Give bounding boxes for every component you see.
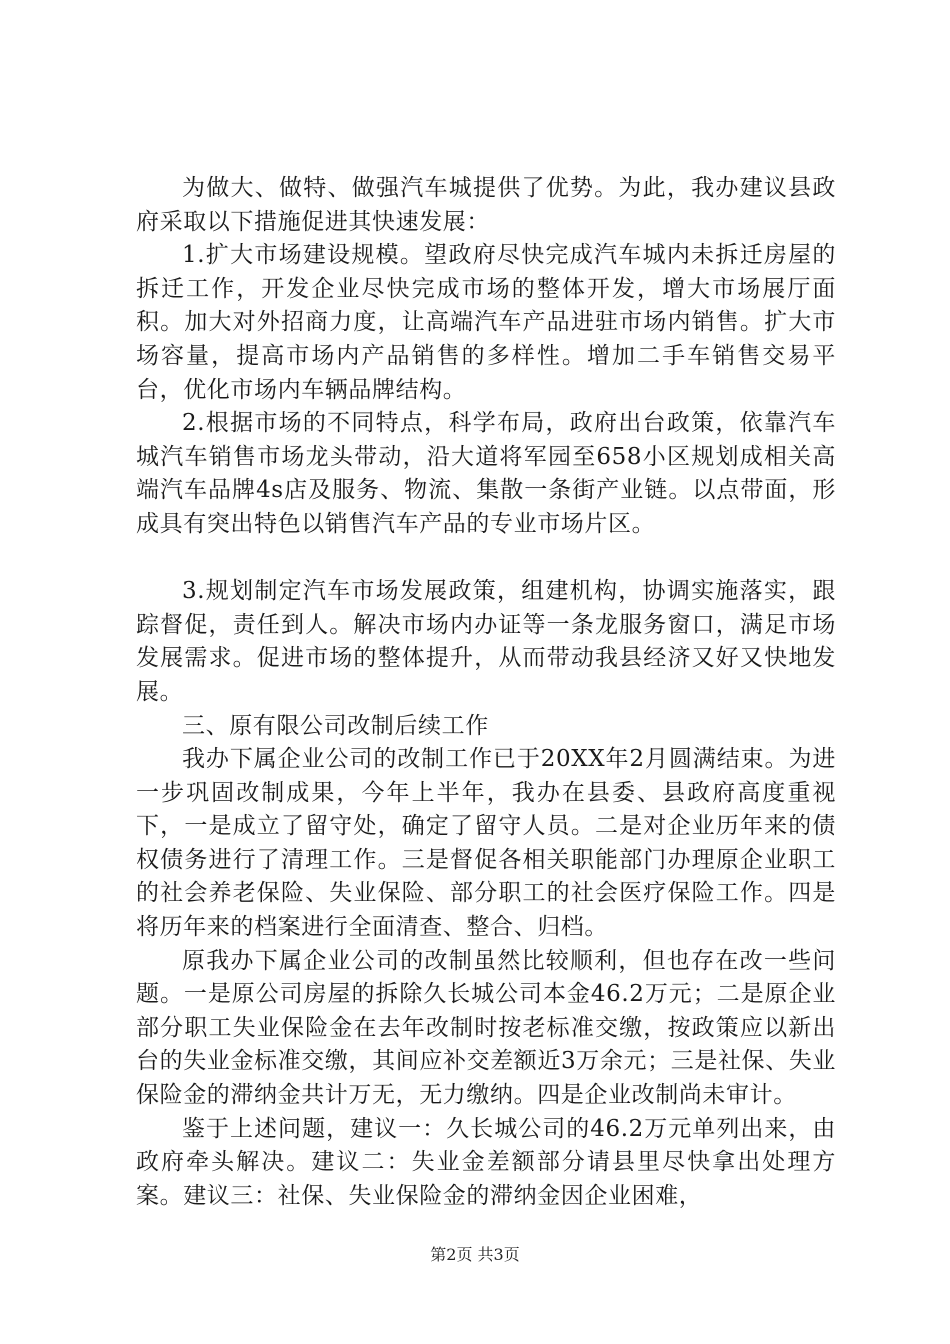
paragraph-gap <box>136 542 836 576</box>
section-heading: 三、原有限公司改制后续工作 <box>182 712 489 739</box>
page-number-footer: 第2页 共3页 <box>430 1245 520 1264</box>
paragraph-measure-3: 3.规划制定汽车市场发展政策，组建机构，协调实施落实，跟踪督促，责任到人。解决市场内办证等一条龙服务窗口，满足市场发展需求。促进市场的整体提升，从而带动我县经济又好又快地发展。 <box>136 578 836 705</box>
paragraph-measure-2: 2.根据市场的不同特点，科学布局，政府出台政策，依靠汽车城汽车销售市场龙头带动，沿大道将军园至658小区规划成相关高端汽车品牌4s店及服务、物流、集散一条街产业链。以点带面，形成具有突出特色以销售汽车产品的专业市场片区。 <box>136 410 836 537</box>
paragraph-intro: 为做大、做特、做强汽车城提供了优势。为此，我办建议县政府采取以下措施促进其快速发展： <box>136 175 836 235</box>
document-body <box>136 172 836 1213</box>
paragraph-suggestions: 鉴于上述问题，建议一：久长城公司的46.2万元单列出来，由政府牵头解决。建议二：失业金差额部分请县里尽快拿出处理方案。建议三：社保、失业保险金的滞纳金因企业困难， <box>136 1115 836 1209</box>
paragraph-measure-1: 1.扩大市场建设规模。望政府尽快完成汽车城内未拆迁房屋的拆迁工作，开发企业尽快完成市场的整体开发，增大市场展厅面积。加大对外招商力度，让高端汽车产品进驻市场内销售。扩大市场容量，提高市场内产品销售的多样性。增加二手车销售交易平台，优化市场内车辆品牌结构。 <box>136 242 836 403</box>
paragraph-reform-summary: 我办下属企业公司的改制工作已于20XX年2月圆满结束。为进一步巩固改制成果，今年上半年，我办在县委、县政府高度重视下，一是成立了留守处，确定了留守人员。二是对企业历年来的债权债务进行了清理工作。三是督促各相关职能部门办理原企业职工的社会养老保险、失业保险、部分职工的社会医疗保险工作。四是将历年来的档案进行全面清查、整合、归档。 <box>136 746 836 941</box>
paragraph-reform-issues: 原我办下属企业公司的改制虽然比较顺利，但也存在改一些问题。一是原公司房屋的拆除久长城公司本金46.2万元；二是原企业部分职工失业保险金在去年改制时按老标准交缴，按政策应以新出台的失业金标准交缴，其间应补交差额近3万余元；三是社保、失业保险金的滞纳金共计万无，无力缴纳。四是企业改制尚未审计。 <box>136 947 836 1109</box>
